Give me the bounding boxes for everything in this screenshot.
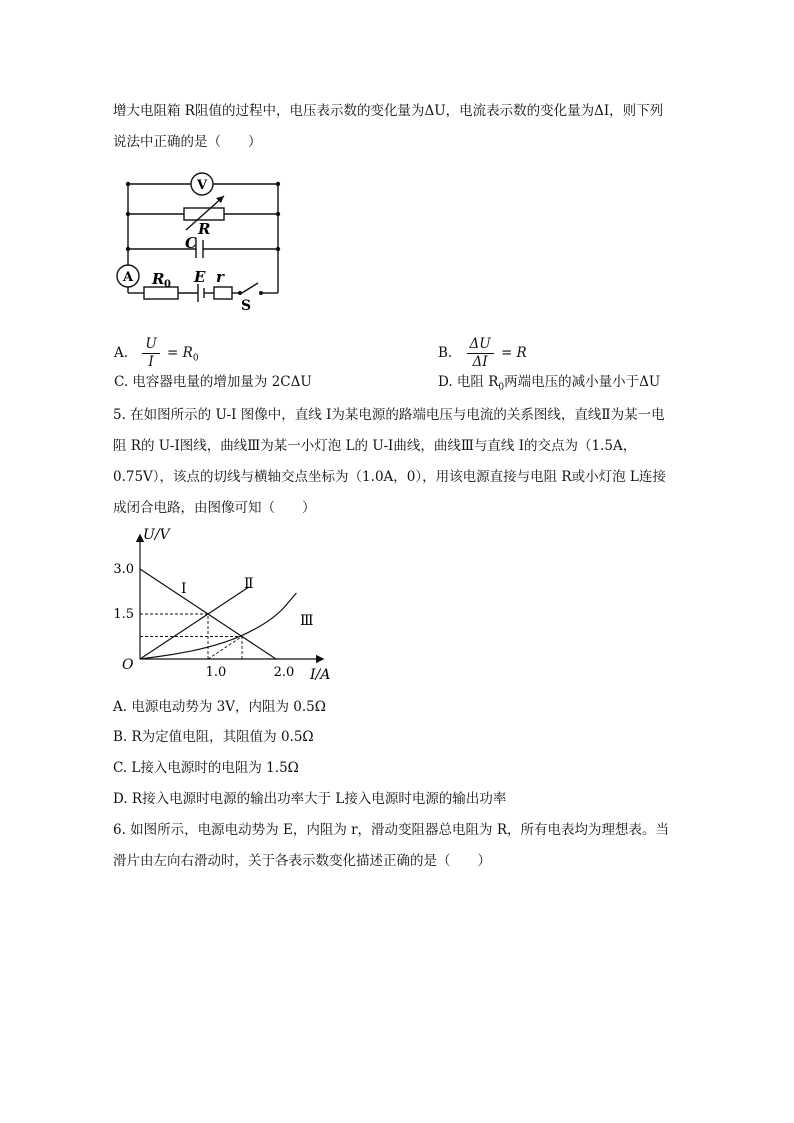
x-tick-label: 1.0 [205, 665, 227, 680]
option-a-fraction [142, 336, 159, 371]
option-b-numerator: ΔU [467, 336, 494, 354]
series-label-ii: Ⅱ [244, 576, 254, 592]
option-a-denominator: I [148, 354, 154, 370]
u-i-chart [110, 522, 350, 687]
q5-option-b: B. R为定值电阻，其阻值为 0.5Ω [113, 729, 314, 745]
series-label-i: I [181, 581, 187, 597]
y-tick-label: 3.0 [113, 562, 134, 577]
origin-label: O [122, 657, 134, 673]
y-tick-label: 1.5 [113, 607, 134, 622]
option-a-numerator: U [142, 336, 159, 354]
option-b-label: B. [438, 345, 453, 361]
internal-resistance-label: r [216, 268, 224, 286]
q4-stem-line-2: 说法中正确的是（ ） [113, 134, 262, 150]
x-tick-label: 2.0 [273, 665, 295, 680]
x-axis-title: I/A [310, 667, 331, 683]
series-label-iii: Ⅲ [300, 613, 314, 629]
q4-option-a [114, 336, 199, 371]
q4-stem-line-1: 增大电阻箱 R阻值的过程中，电压表示数的变化量为ΔU，电流表示数的变化量为ΔI，则下列 [113, 103, 664, 119]
option-d-subscript: 0 [498, 382, 505, 393]
q5-stem-line-3: 0.75V），该点的切线与横轴交点坐标为（1.0A，0），用该电源直接与电阻 R或小灯泡 L连接 [113, 469, 666, 485]
option-b-rhs: = R [500, 345, 527, 361]
y-axis-title: U/V [143, 527, 170, 543]
q5-stem-line-1: 5. 在如图所示的 U-I 图像中，直线 I为某电源的路端电压与电流的关系图线，直线Ⅱ为某一电 [113, 407, 665, 423]
option-a-rhs: = R [167, 345, 193, 361]
q4-option-b [438, 336, 527, 371]
option-b-denominator: ΔI [472, 354, 488, 370]
option-d-text-pre: D. 电阻 R [438, 374, 499, 390]
q4-option-d [438, 372, 660, 398]
option-a-label: A. [114, 345, 129, 361]
q6-stem-line-2: 滑片由左向右滑动时，关于各表示数变化描述正确的是（ ） [113, 853, 491, 869]
series-line-3 [140, 593, 296, 659]
reference-dashed-line [208, 637, 242, 660]
r0-label: R [152, 270, 165, 288]
r0-subscript: 0 [164, 279, 171, 290]
option-a-subscript: 0 [192, 353, 199, 364]
q5-option-d: D. R接入电源时电源的输出功率大于 L接入电源时电源的输出功率 [113, 791, 507, 807]
voltmeter-label: V [196, 178, 208, 193]
q4-option-c: C. 电容器电量的增加量为 2CΔU [114, 374, 312, 390]
option-d-text-post: 两端电压的减小量小于ΔU [504, 374, 661, 390]
resistor-label: R [198, 220, 211, 238]
ammeter-label: A [122, 270, 134, 285]
option-b-fraction [467, 336, 494, 371]
series-line-2 [140, 587, 249, 659]
q5-stem-line-4: 成闭合电路，由图像可知（ ） [113, 500, 316, 516]
capacitor-label: C [185, 234, 197, 252]
q5-stem-line-2: 阻 R的 U-I图线，曲线Ⅲ为某一小灯泡 L的 U-I曲线，曲线Ⅲ与直线 I的交点为（1.5A， [113, 438, 637, 454]
q6-stem-line-1: 6. 如图所示，电源电动势为 E，内阻为 r，滑动变阻器总电阻为 R，所有电表均为理想表。当 [113, 822, 670, 838]
emf-label: E [194, 268, 206, 286]
q5-option-c: C. L接入电源时的电阻为 1.5Ω [113, 760, 299, 776]
q5-option-a: A. 电源电动势为 3V，内阻为 0.5Ω [113, 699, 326, 715]
switch-label: S [241, 298, 252, 314]
circuit-diagram [112, 170, 287, 315]
